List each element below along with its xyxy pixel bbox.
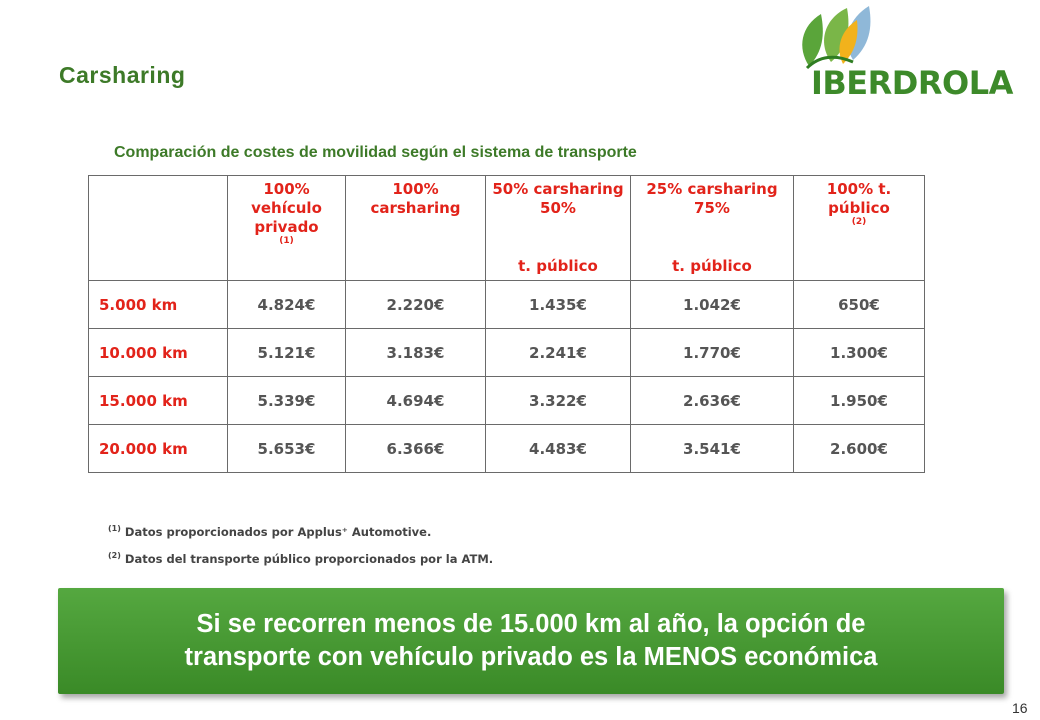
header-sublabel: t. público: [518, 257, 598, 275]
header-empty: [89, 176, 228, 281]
footnote-1: [108, 524, 493, 539]
footnote-text: Datos del transporte público proporcionados por la ATM.: [124, 551, 494, 566]
table-cell: 5.121€: [228, 329, 346, 377]
footnote-mark: (1): [108, 524, 121, 533]
header-sublabel: t. público: [672, 257, 752, 275]
header-carsharing: [346, 176, 486, 281]
banner-line-1: Si se recorren menos de 15.000 km al año, la opción de: [196, 610, 866, 638]
header-label: 100% t. público: [826, 180, 892, 217]
header-label: 50% carsharing 50%: [492, 180, 624, 217]
banner-line-2: transporte con vehículo privado es la MENOS económica: [184, 643, 878, 671]
row-label: 10.000 km: [89, 329, 228, 377]
table-cell: 2.636€: [631, 377, 794, 425]
table-cell: 1.435€: [486, 281, 631, 329]
header-mix-25-75: [631, 176, 794, 281]
table-cell: 650€: [794, 281, 925, 329]
table-cell: 2.220€: [346, 281, 486, 329]
table-cell: 3.322€: [486, 377, 631, 425]
table-row: [89, 329, 925, 377]
cost-comparison-table: [88, 175, 925, 473]
footnote-mark: (1): [279, 236, 294, 246]
header-private-vehicle: [228, 176, 346, 281]
table-cell: 2.241€: [486, 329, 631, 377]
table-row: [89, 425, 925, 473]
chart-subtitle: Comparación de costes de movilidad según el sistema de transporte: [114, 144, 637, 161]
table-cell: 3.183€: [346, 329, 486, 377]
table-cell: 3.541€: [631, 425, 794, 473]
footnote-2: [108, 551, 493, 566]
header-label: 25% carsharing 75%: [646, 180, 778, 217]
conclusion-banner: [58, 588, 1004, 694]
footnote-mark: (2): [851, 217, 867, 227]
footnote-text: Datos proporcionados por Applus⁺ Automotive.: [124, 524, 432, 539]
table-cell: 1.770€: [631, 329, 794, 377]
slide-title: Carsharing: [59, 62, 186, 88]
table-cell: 1.300€: [794, 329, 925, 377]
table-header-row: [89, 176, 925, 281]
table-cell: 5.339€: [228, 377, 346, 425]
row-label: 5.000 km: [89, 281, 228, 329]
table-row: [89, 281, 925, 329]
table-cell: 4.483€: [486, 425, 631, 473]
table-cell: 6.366€: [346, 425, 486, 473]
page-number: 16: [1012, 700, 1028, 716]
table-cell: 5.653€: [228, 425, 346, 473]
row-label: 15.000 km: [89, 377, 228, 425]
table-cell: 1.042€: [631, 281, 794, 329]
header-mix-50-50: [486, 176, 631, 281]
header-label: 100% vehículo privado: [251, 180, 322, 236]
row-label: 20.000 km: [89, 425, 228, 473]
iberdrola-logo: [795, 4, 1013, 102]
table-cell: 2.600€: [794, 425, 925, 473]
header-label: 100% carsharing: [370, 180, 461, 217]
footnote-mark: (2): [108, 550, 121, 560]
table-cell: 1.950€: [794, 377, 925, 425]
logo-wordmark: IBERDROLA: [811, 64, 1013, 102]
table-row: [89, 377, 925, 425]
footnotes: [108, 524, 493, 578]
header-public-transport: [794, 176, 925, 281]
table-cell: 4.694€: [346, 377, 486, 425]
table-cell: 4.824€: [228, 281, 346, 329]
